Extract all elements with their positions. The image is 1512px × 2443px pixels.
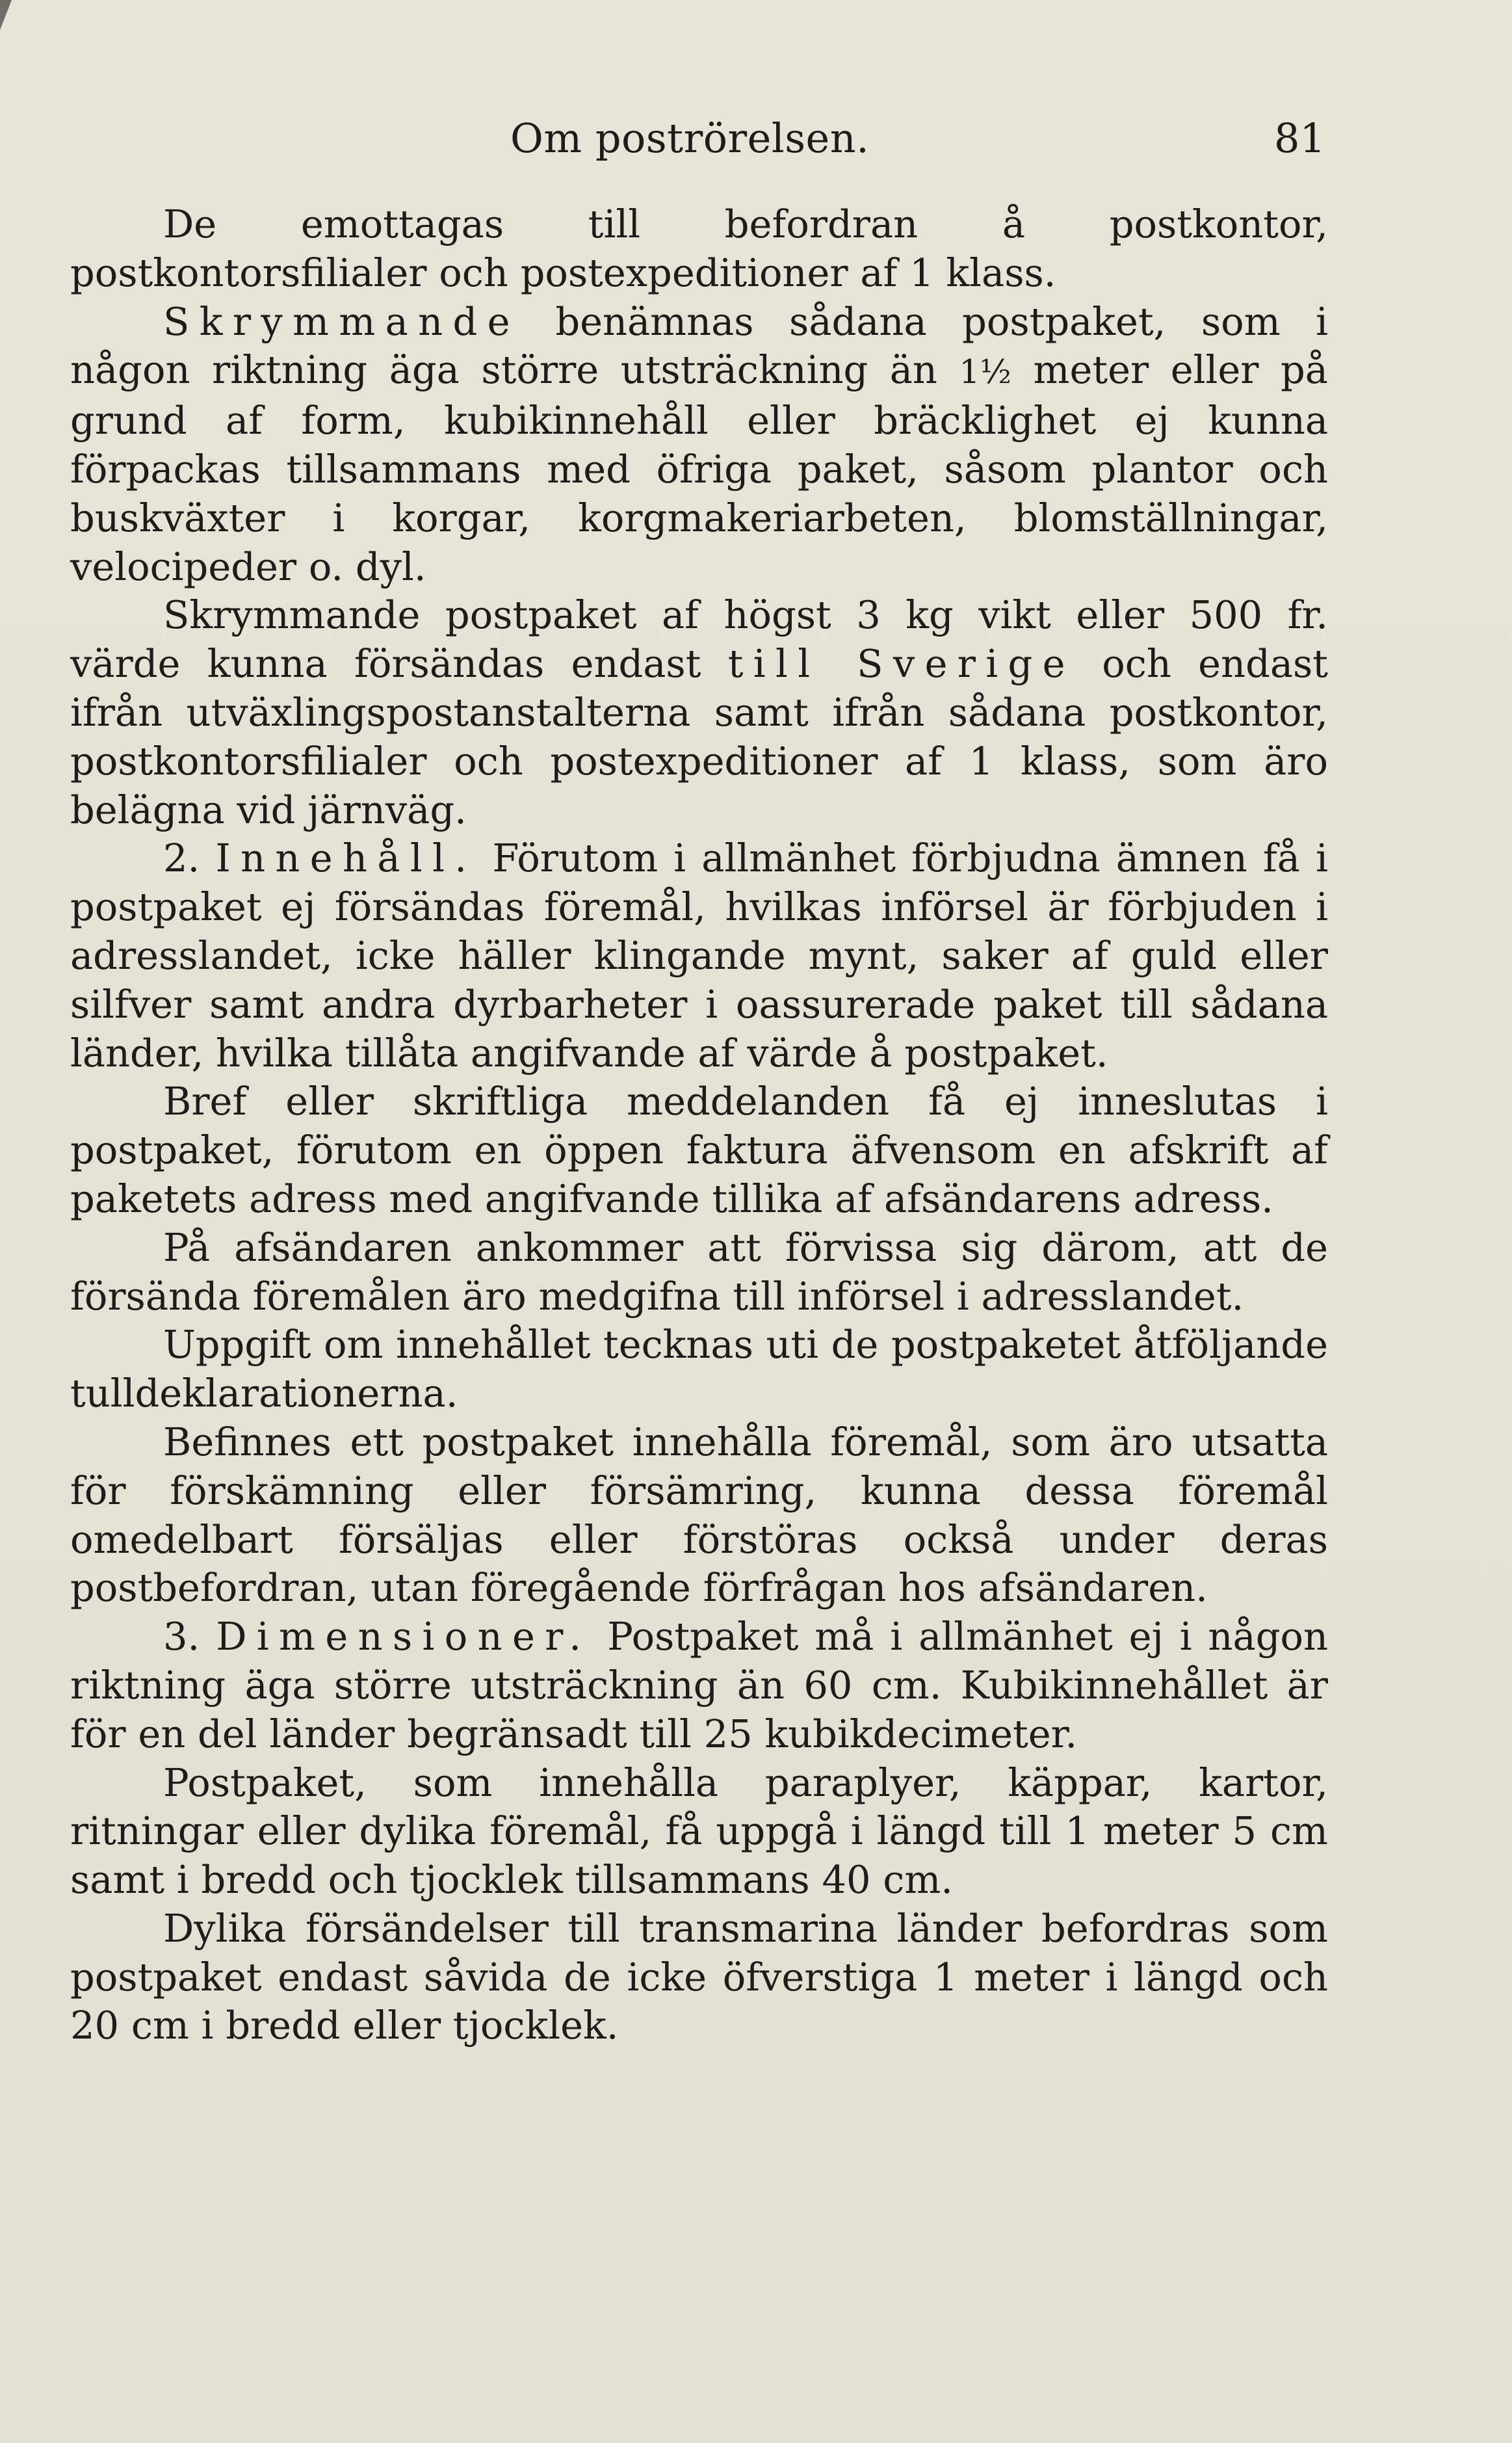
paragraph-customs — [70, 1321, 1328, 1418]
section-number: 2. — [163, 836, 216, 881]
spaced-term-sverige: till Sverige — [727, 641, 1075, 687]
paragraph-letters — [70, 1077, 1328, 1223]
fraction-one-and-half: 1½ — [959, 352, 1011, 391]
paragraph-text: Befinnes ett postpaket innehålla föremål, som äro utsatta för förskämning eller försämring, kunna dessa föremål omedelbart försäljas eller förstöras också under deras postbefordran, utan föregående förfrågan hos afsändaren. — [70, 1419, 1328, 1611]
paragraph-bulky-limits — [70, 591, 1328, 834]
paragraph-text: Förutom i allmänhet förbjudna ämnen få i postpaket ej försändas föremål, hvilkas införsel är förbjuden i adresslandet, icke häller klingande mynt, saker af guld eller silfver samt andra dyrbarheter i oassurerade paket till sådana länder, hvilka tillåta angifvande af värde å postpaket. — [70, 836, 1328, 1076]
page-corner-shadow — [0, 0, 12, 30]
paragraph-text: På afsändaren ankommer att förvissa sig därom, att de försända föremålen äro medgifna till införsel i adresslandet. — [70, 1224, 1328, 1319]
paragraph-text: och endast ifrån utväxlingspostanstalterna samt ifrån sådana postkontor, postkontorsfilialer och postexpeditioner af 1 klass, som äro belägna vid järnväg. — [70, 641, 1329, 832]
paragraph-delivery — [70, 200, 1328, 298]
paragraph-long-items — [70, 1759, 1328, 1905]
paragraph-perishable — [70, 1418, 1328, 1613]
paragraph-sender-duty — [70, 1224, 1328, 1321]
page-header — [0, 109, 1512, 168]
paragraph-text: De emottagas till befordran å postkontor, postkontorsfilialer och postexpeditioner af 1 klass. — [70, 202, 1328, 295]
section-heading-innehall: Innehåll. — [215, 836, 477, 881]
paragraph-text: Postpaket må i allmänhet ej i någon riktning äga större utsträckning än 60 cm. Kubikinnehållet är för en del länder begränsadt till 25 kubikdecimeter. — [70, 1614, 1329, 1756]
paragraph-text: Uppgift om innehållet tecknas uti de postpaketet åtföljande tulldeklarationerna. — [70, 1322, 1328, 1416]
paragraph-text: Dylika försändelser till transmarina länder befordras som postpaket endast såvida de icke öfverstiga 1 meter i längd och 20 cm i bredd eller tjocklek. — [70, 1905, 1328, 2048]
paragraph-text: Bref eller skriftliga meddelanden få ej inneslutas i postpaket, förutom en öppen faktura äfvensom en afskrift af paketets adress med angifvande tillika af afsändarens adress. — [70, 1079, 1328, 1221]
paragraph-bulky-definition — [70, 298, 1328, 592]
section-number: 3. — [163, 1614, 216, 1659]
section-heading-dimensioner: Dimensioner. — [216, 1614, 592, 1659]
page-number: 81 — [1274, 114, 1325, 162]
body-text — [70, 200, 1328, 2050]
paragraph-text: Postpaket, som innehålla paraplyer, käppar, kartor, ritningar eller dylika föremål, få uppgå i längd till 1 meter 5 cm samt i bredd och tjocklek tillsammans 40 cm. — [70, 1760, 1328, 1903]
paragraph-text: Skrymmande postpaket af högst 3 kg vikt eller 500 fr. värde kunna försändas endast — [70, 592, 1328, 687]
paragraph-text: meter eller på grund af form, kubikinnehåll eller bräcklighet ej kunna förpackas tillsammans med öfriga paket, såsom plantor och buskväxter i korgar, korgmakeriarbeten, blomställningar, velocipeder o. dyl. — [70, 347, 1328, 589]
running-title: Om poströrelsen. — [510, 114, 870, 162]
paragraph-text: benämnas sådana postpaket, som i någon riktning äga större utsträckning än — [70, 298, 1328, 393]
paragraph-transmarine — [70, 1905, 1328, 2050]
paragraph-contents — [70, 834, 1328, 1077]
paragraph-dimensions — [70, 1613, 1328, 1758]
spaced-term-skrymmande: Skrymmande — [163, 298, 520, 344]
